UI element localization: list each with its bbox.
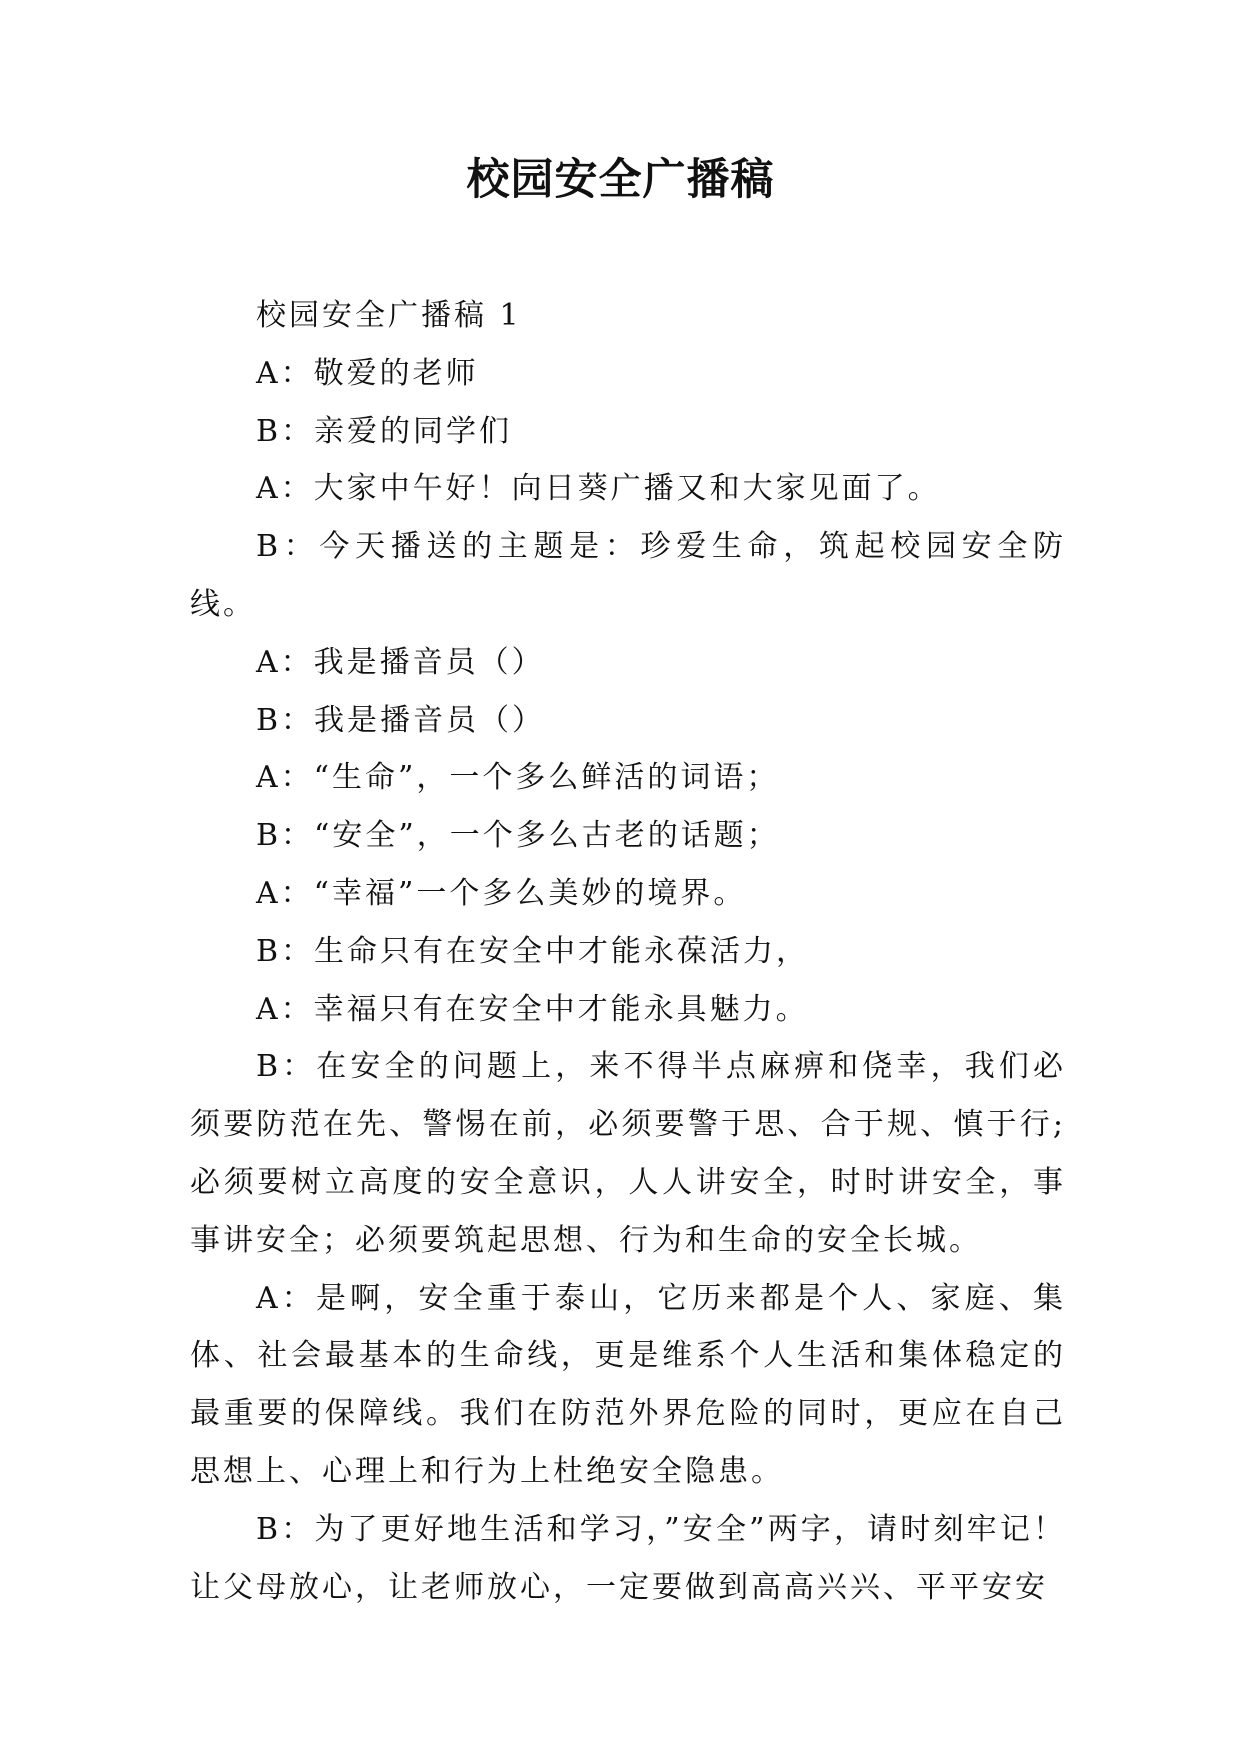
paragraph-line: B：“安全”，一个多么古老的话题； [256, 818, 780, 854]
paragraph-line: A：“生命”，一个多么鲜活的词语； [256, 760, 780, 796]
paragraph-line: A：敬爱的老师 [256, 355, 479, 391]
paragraph-block: A：是啊，安全重于泰山，它历来都是个人、家庭、集体、社会最基本的生命线，更是维系个人生活和集体稳定的最重要的保障线。我们在防范外界危险的同时，更应在自己思想上、心理上和行为上杜绝安全隐患。 [190, 1280, 1066, 1489]
paragraph-line: A：大家中午好！向日葵广播又和大家见面了。 [256, 471, 941, 507]
paragraph-block: B：在安全的问题上，来不得半点麻痹和侥幸，我们必须要防范在先、警惕在前，必须要警于思、合于规、慎于行;必须要树立高度的安全意识，人人讲安全，时时讲安全，事事讲安全；必须要筑起思想、行为和生命的安全长城。 [190, 1049, 1066, 1258]
document-body [190, 287, 1066, 1616]
paragraph-line: B：今天播送的主题是：珍爱生命，筑起校园安全防线。 [190, 529, 1066, 622]
paragraph-line: B：亲爱的同学们 [256, 413, 513, 449]
paragraph-section-heading: 校园安全广播稿 1 [256, 298, 522, 333]
paragraph-line: B：生命只有在安全中才能永葆活力， [256, 933, 810, 969]
paragraph-line: A：“幸福”一个多么美妙的境界。 [256, 875, 747, 911]
paragraph-line: A：幸福只有在安全中才能永具魅力。 [256, 991, 809, 1027]
paragraph-line: B：我是播音员（） [256, 702, 546, 738]
document-title: 校园安全广播稿 [466, 155, 775, 205]
paragraph-block: B：为了更好地生活和学习，”安全”两字，请时刻牢记！让父母放心，让老师放心，一定要做到高高兴兴、平平安安 [190, 1511, 1066, 1605]
paragraph-line: A：我是播音员（） [256, 644, 545, 680]
